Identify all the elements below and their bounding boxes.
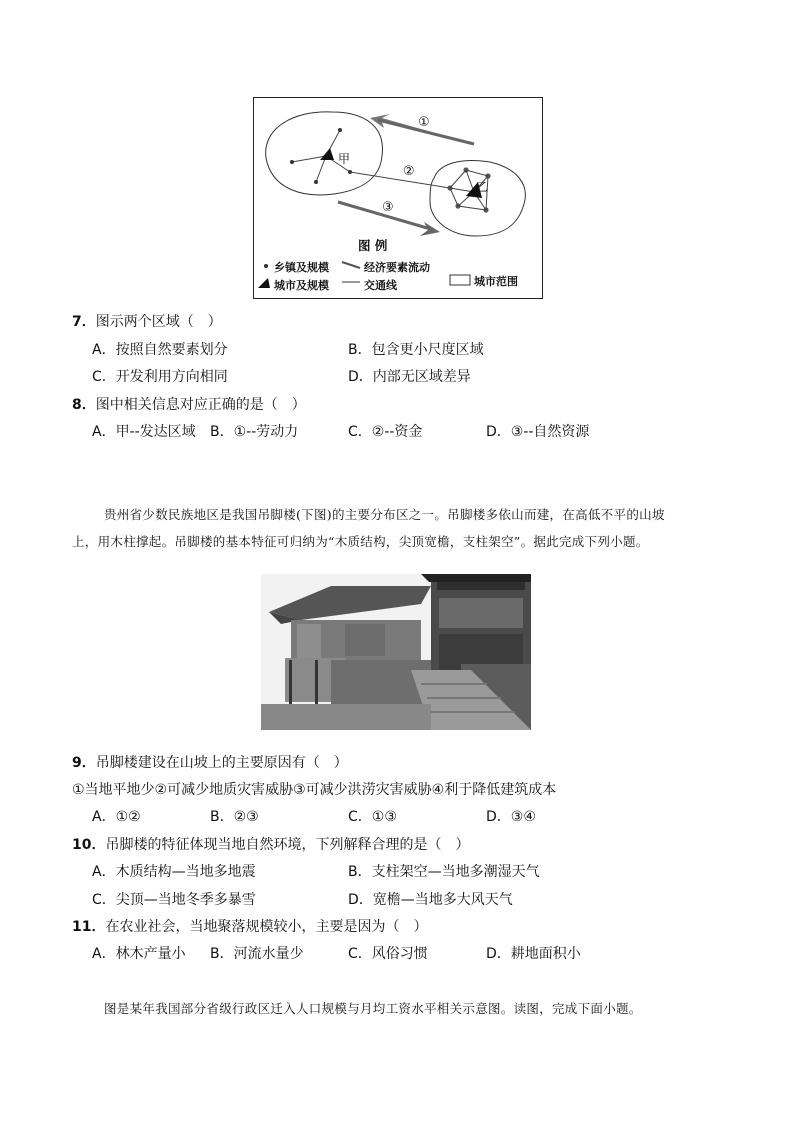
- question-number: 10．: [72, 837, 106, 853]
- q11-option-a: A．林木产量小: [92, 946, 186, 962]
- q7-option-d: D．内部无区域差异: [348, 369, 471, 385]
- arrow1-label: ①: [418, 115, 430, 130]
- passage-line-1: 贵州省少数民族地区是我国吊脚楼(下图)的主要分布区之一。吊脚楼多依山而建，在高低不平的山坡: [104, 507, 665, 522]
- question-7: [72, 313, 222, 331]
- stilt-house-photo-svg: [261, 574, 531, 730]
- question-stem: 图中相关信息对应正确的是（ ）: [95, 397, 306, 413]
- q9-option-c: C．①③: [348, 809, 397, 825]
- q7-option-b: B．包含更小尺度区域: [348, 342, 484, 358]
- passage-2: 图是某年我国部分省级行政区迁入人口规模与月均工资水平相关示意图。读图，完成下面小题。: [104, 1001, 642, 1016]
- question-number: 8．: [72, 397, 96, 413]
- legend-town: 乡镇及规模: [274, 261, 329, 274]
- q10-option-a: A．木质结构—当地多地震: [92, 864, 256, 880]
- q10-option-c: C．尖顶—当地冬季多暴雪: [92, 892, 256, 908]
- q7-option-c: C．开发利用方向相同: [92, 369, 228, 385]
- q11-option-c: C．风俗习惯: [348, 946, 428, 962]
- question-10: [72, 836, 469, 854]
- q11-option-b: B．河流水量少: [210, 946, 304, 962]
- question-number: 7．: [72, 314, 96, 330]
- q11-option-d: D．耕地面积小: [486, 946, 581, 962]
- question-stem: 吊脚楼的特征体现当地自然环境，下列解释合理的是（ ）: [105, 837, 470, 853]
- passage-line-2: 上，用木柱撑起。吊脚楼的基本特征可归纳为“木质结构，尖顶宽檐，支柱架空”。据此完成下列小题。: [72, 534, 649, 549]
- legend-range: 城市范围: [474, 275, 518, 288]
- stilt-house-photo: [261, 574, 531, 730]
- question-stem: 在农业社会，当地聚落规模较小，主要是因为（ ）: [105, 919, 428, 935]
- q9-option-d: D．③④: [486, 809, 536, 825]
- question-8: [72, 396, 306, 414]
- q8-option-b: B．①--劳动力: [210, 424, 299, 440]
- arrow2-label: ②: [403, 164, 415, 179]
- question-number: 9．: [72, 755, 96, 771]
- region-diagram: [253, 97, 543, 299]
- label-yi: 乙: [476, 180, 489, 194]
- q8-option-d: D．③--自然资源: [486, 424, 590, 440]
- question-number: 11．: [72, 919, 106, 935]
- legend-flow: 经济要素流动: [364, 261, 430, 274]
- q9-option-a: A．①②: [92, 809, 141, 825]
- q8-option-c: C．②--资金: [348, 424, 423, 440]
- question-11: [72, 918, 427, 936]
- label-jia: 甲: [338, 152, 351, 166]
- q8-option-a: A．甲--发达区域: [92, 424, 196, 440]
- question-stem: 吊脚楼建设在山坡上的主要原因有（ ）: [95, 755, 348, 771]
- q7-option-a: A．按照自然要素划分: [92, 342, 228, 358]
- q10-option-b: B．支柱架空—当地多潮湿天气: [348, 864, 540, 880]
- q9-option-b: B．②③: [210, 809, 259, 825]
- arrow3-label: ③: [382, 200, 394, 215]
- question-9: [72, 754, 348, 772]
- question-stem: 图示两个区域（ ）: [95, 314, 222, 330]
- legend-traffic: 交通线: [364, 279, 397, 292]
- q9-statements: ①当地平地少②可减少地质灾害威胁③可减少洪涝灾害威胁④利于降低建筑成本: [72, 782, 557, 798]
- legend-title: 图 例: [358, 238, 388, 253]
- q10-option-d: D．宽檐—当地多大风天气: [348, 892, 513, 908]
- legend-city: 城市及规模: [274, 279, 329, 292]
